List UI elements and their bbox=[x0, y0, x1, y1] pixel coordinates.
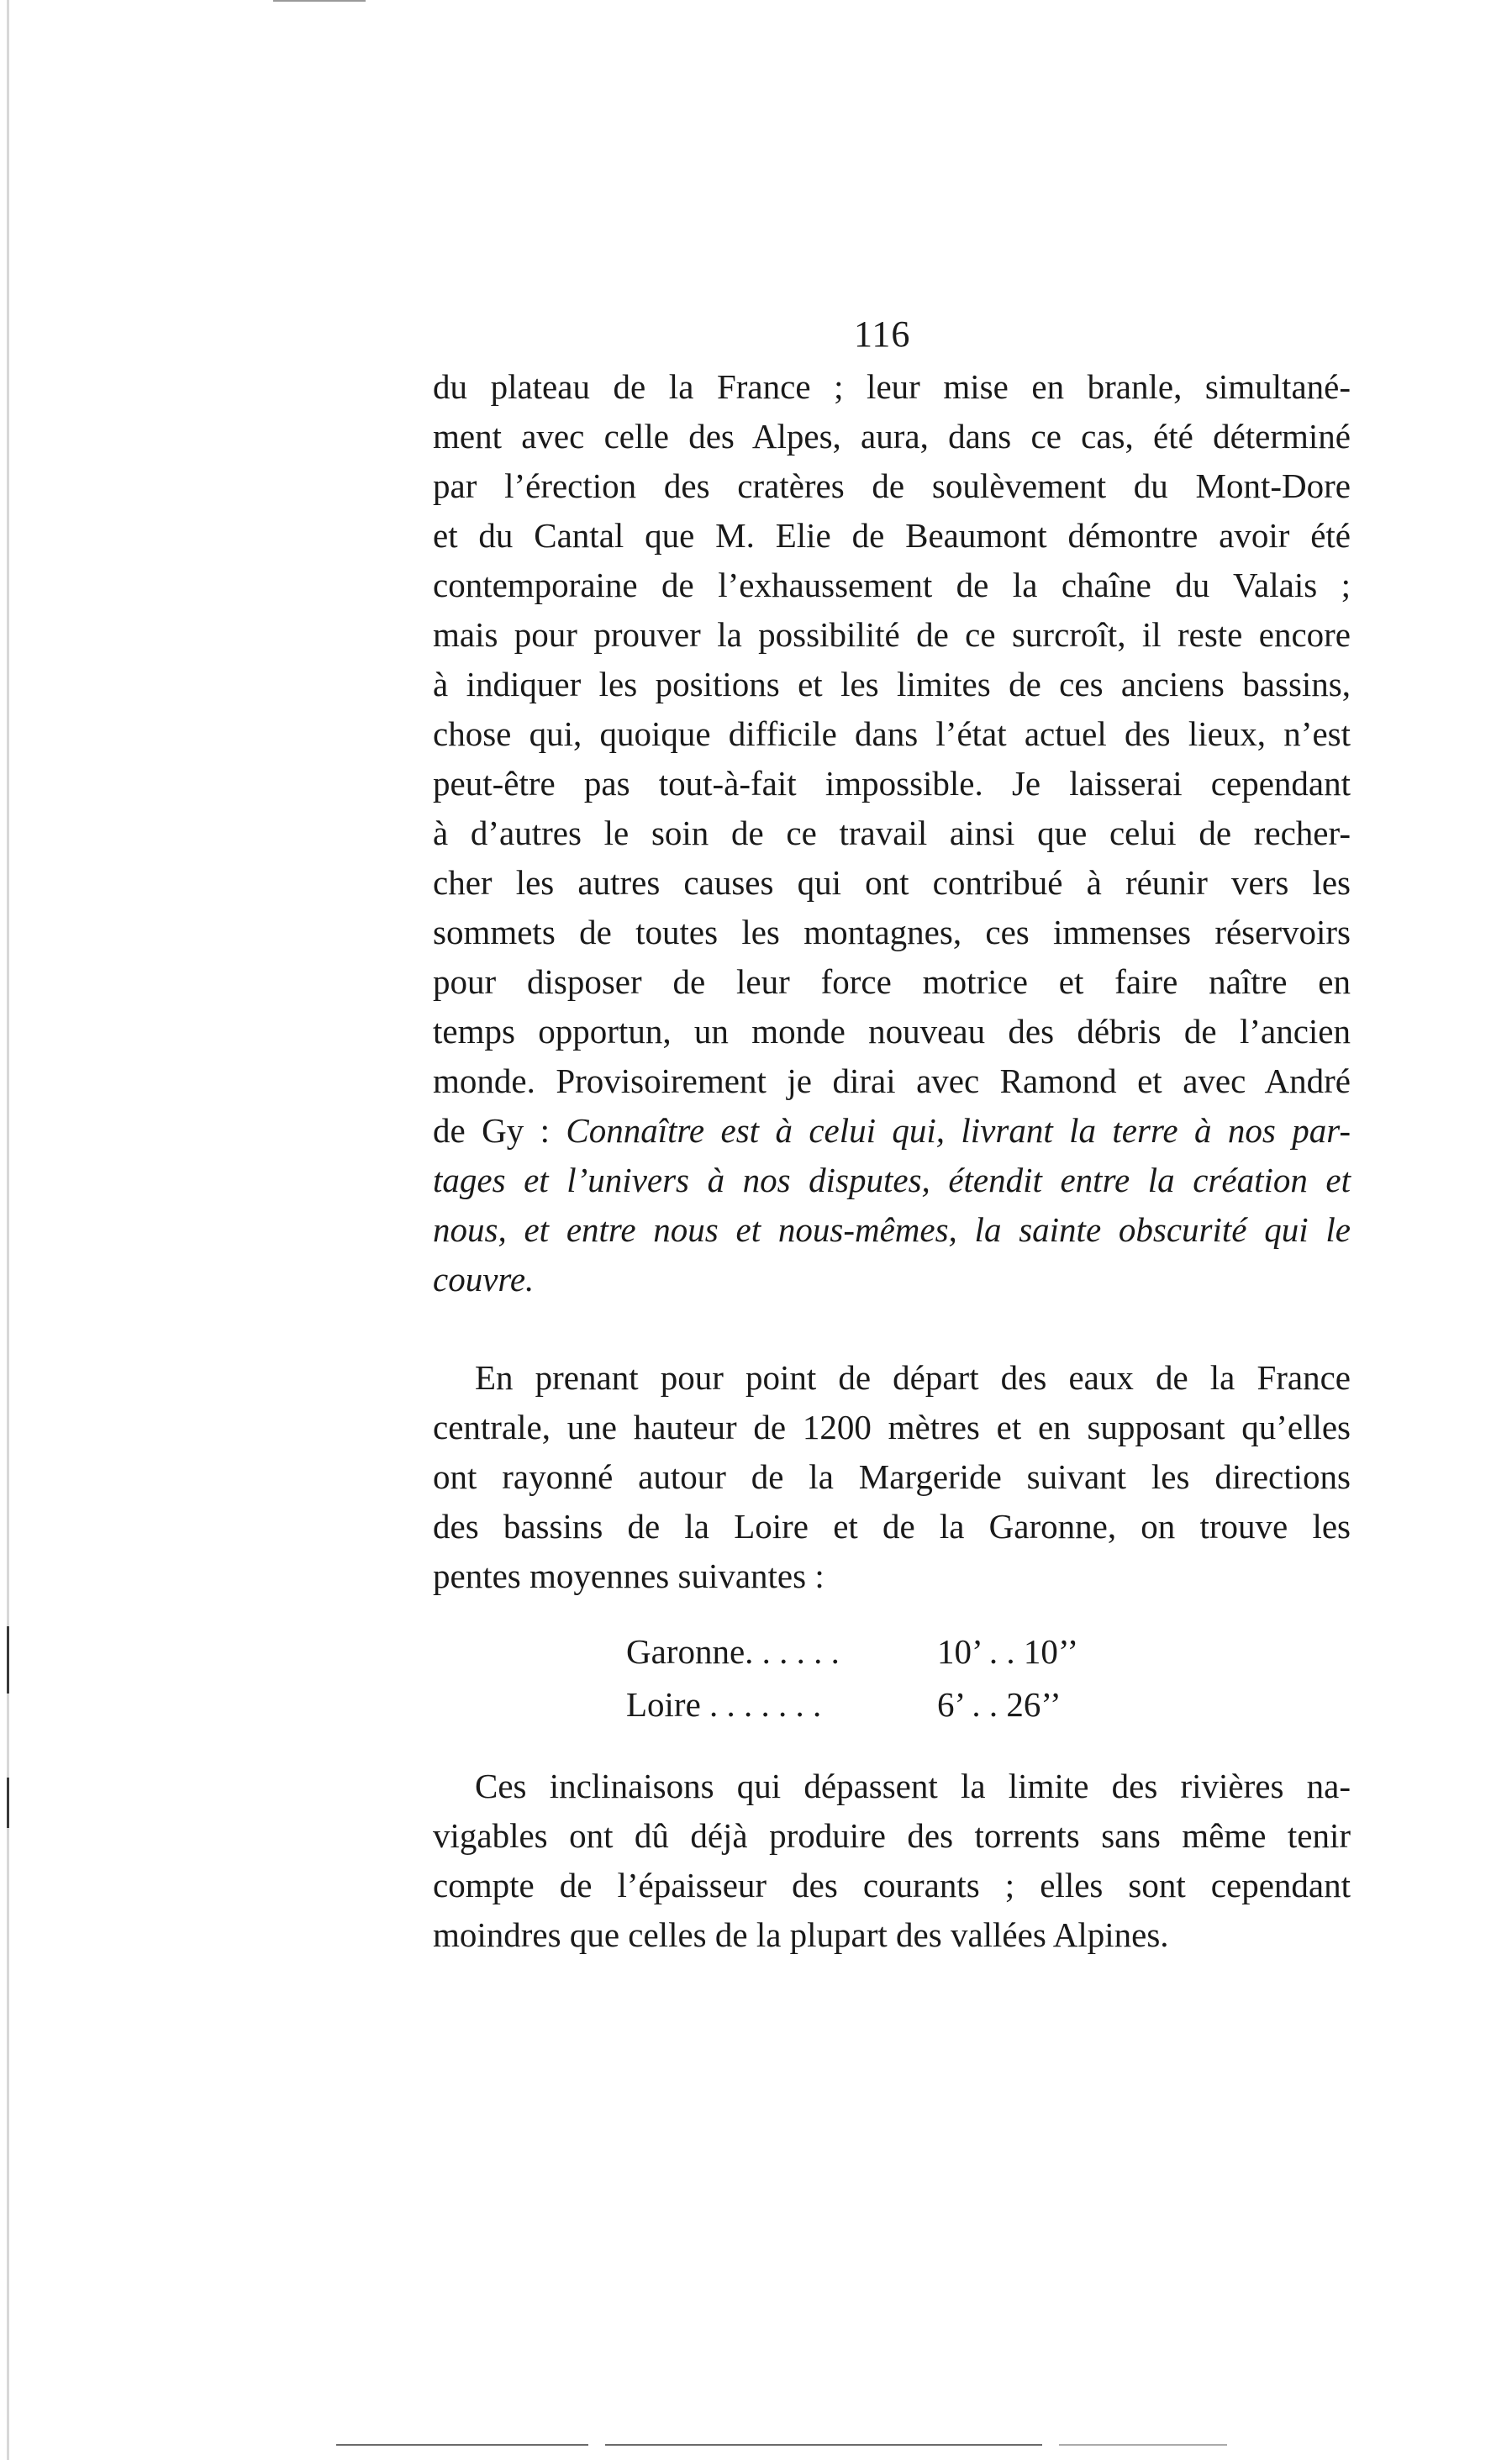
text-line: temps opportun, un monde nouveau des débris de l’ancien bbox=[433, 1012, 1351, 1051]
text-line: à indiquer les positions et les limites de ces anciens bassins, bbox=[433, 665, 1351, 703]
text-line: monde. Provisoirement je dirai avec Ramond et avec André bbox=[433, 1061, 1351, 1100]
text-line: du plateau de la France ; leur mise en branle, simultané- bbox=[433, 367, 1351, 406]
river-name: Garonne. . . . . . bbox=[626, 1632, 840, 1671]
quotation-line: nous, et entre nous et nous-mêmes, la sainte obscurité qui le bbox=[433, 1210, 1351, 1249]
text-line: vigables ont dû déjà produire des torrents sans même tenir bbox=[433, 1816, 1351, 1855]
slope-value: 10’ . . 10’’ bbox=[937, 1632, 1079, 1671]
text-line: peut-être pas tout-à-fait impossible. Je laisserai cependant bbox=[433, 764, 1351, 803]
text-line: des bassins de la Loire et de la Garonne, on trouve les bbox=[433, 1507, 1351, 1546]
bottom-rule bbox=[336, 2444, 588, 2446]
text-line: centrale, une hauteur de 1200 mètres et en supposant qu’elles bbox=[433, 1408, 1351, 1446]
river-name: Loire . . . . . . . bbox=[626, 1685, 822, 1724]
text-line: sommets de toutes les montagnes, ces immenses réservoirs bbox=[433, 913, 1351, 951]
top-rule bbox=[273, 0, 366, 2]
quotation-text: Connaître est à celui qui, livrant la terre à nos par- bbox=[566, 1111, 1351, 1150]
text-line: cher les autres causes qui ont contribué à réunir vers les bbox=[433, 863, 1351, 902]
text-line: ment avec celle des Alpes, aura, dans ce cas, été déterminé bbox=[433, 417, 1351, 456]
text-line: ont rayonné autour de la Margeride suivant les directions bbox=[433, 1457, 1351, 1496]
text-line: à d’autres le soin de ce travail ainsi que celui de recher- bbox=[433, 814, 1351, 852]
text-line: mais pour prouver la possibilité de ce surcroît, il reste encore bbox=[433, 615, 1351, 654]
left-margin-tick bbox=[7, 1626, 9, 1694]
bottom-rule bbox=[1059, 2444, 1227, 2446]
text-line: En prenant pour point de départ des eaux de la France bbox=[475, 1358, 1351, 1397]
table-row bbox=[626, 1630, 1214, 1672]
text-line: moindres que celles de la plupart des vallées Alpines. bbox=[433, 1915, 1169, 1954]
page-number: 116 bbox=[854, 313, 911, 355]
text-line bbox=[433, 1109, 1351, 1151]
slope-value: 6’ . . 26’’ bbox=[937, 1685, 1062, 1724]
text-line: par l’érection des cratères de soulèvement du Mont-Dore bbox=[433, 466, 1351, 505]
text-line: pentes moyennes suivantes : bbox=[433, 1557, 824, 1595]
left-margin-rule bbox=[7, 0, 9, 2460]
quotation-line: tages et l’univers à nos disputes, étendit entre la création et bbox=[433, 1161, 1351, 1199]
text-line: chose qui, quoique difficile dans l’état actuel des lieux, n’est bbox=[433, 714, 1351, 753]
quotation-line: couvre. bbox=[433, 1260, 535, 1298]
left-margin-tick bbox=[7, 1778, 9, 1828]
text-roman: de Gy : bbox=[433, 1111, 566, 1150]
text-line: pour disposer de leur force motrice et faire naître en bbox=[433, 962, 1351, 1001]
bottom-rule bbox=[605, 2444, 1042, 2446]
text-line: Ces inclinaisons qui dépassent la limite des rivières na- bbox=[475, 1767, 1351, 1805]
text-line: compte de l’épaisseur des courants ; elles sont cependant bbox=[433, 1866, 1351, 1904]
text-line: et du Cantal que M. Elie de Beaumont démontre avoir été bbox=[433, 516, 1351, 555]
text-line: contemporaine de l’exhaussement de la chaîne du Valais ; bbox=[433, 566, 1351, 604]
table-row bbox=[626, 1683, 1214, 1725]
